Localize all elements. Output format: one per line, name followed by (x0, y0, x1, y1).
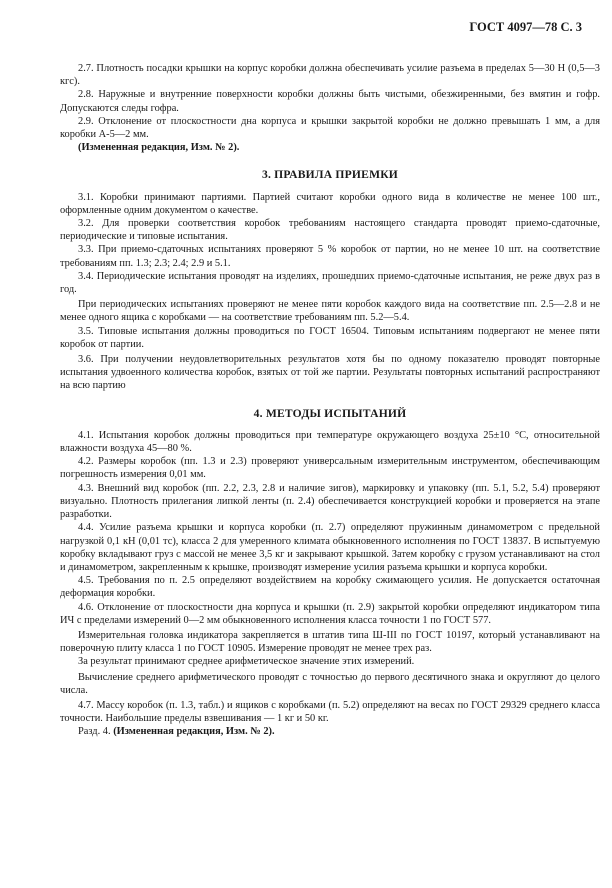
section-4-revision-note (60, 725, 600, 738)
section-4-revision-prefix: Разд. 4. (78, 726, 111, 738)
clause-4-2: 4.2. Размеры коробок (пп. 1.3 и 2.3) проверяют универсальным измерительным инструментом, обеспечивающим погрешность измерения 0,01 мм. (60, 456, 600, 481)
clause-3-4: 3.4. Периодические испытания проводят на изделиях, прошедших приемо-сдаточные испытания, не реже двух раз в год. (60, 270, 600, 296)
revision-note-text: (Измененная редакция, Изм. № 2). (78, 142, 240, 154)
clause-4-5: 4.5. Требования по п. 2.5 определяют воздействием на коробку сжимающего усилия. Не допускается остаточная деформация коробки. (60, 575, 600, 600)
revision-note (60, 141, 600, 154)
document-body (60, 62, 600, 739)
clause-3-2: 3.2. Для проверки соответствия коробок требованиям настоящего стандарта проводят приемо-сдаточные, периодические и типовые испытания. (60, 218, 600, 243)
clause-3-1: 3.1. Коробки принимают партиями. Партией считают коробки одного вида в количестве не менее 100 шт., оформленные одним документом о качестве. (60, 191, 600, 216)
clause-2-7: 2.7. Плотность посадки крышки на корпус коробки должна обеспечивать усилие разъема в пределах 5—30 Н (0,5—3 кгс). (60, 63, 600, 88)
clause-4-7: 4.7. Массу коробок (п. 1.3, табл.) и ящиков с коробками (п. 5.2) определяют на весах по ГОСТ 29329 среднего класса точности. Наибольшие пределы взвешивания — 1 кг и 50 кг. (60, 699, 600, 725)
clause-3-6: 3.6. При получении неудовлетворительных результатов хотя бы по одному показателю проводят повторные испытания удвоенного количества коробок, взятых от той же партии. Результаты повторных испытаний распространяют на всю партию (60, 354, 600, 392)
clause-3-3: 3.3. При приемо-сдаточных испытаниях проверяют 5 % коробок от партии, но не менее 10 шт. на соответствие требованиям пп. 1.3; 2.3; 2.4; 2.9 и 5.1. (60, 244, 600, 269)
clause-4-6-calculation: Вычисление среднего арифметического проводят с точностью до первого десятичного знака и округляют до целого числа. (60, 671, 600, 696)
section-4-revision-text: (Измененная редакция, Изм. № 2). (113, 726, 275, 738)
clause-3-4-continued: При периодических испытаниях проверяют не менее пяти коробок каждого вида на соответствие пп. 2.5—2.8 и не менее одного ящика с коробками — на соответствие требованиям пп. 5.2—5.4. (60, 299, 600, 324)
clause-2-8: 2.8. Наружные и внутренние поверхности коробки должны быть чистыми, обезжиренными, без вмятин и гофр. Допускаются следы гофра. (60, 89, 600, 114)
section-title-test-methods: 4. МЕТОДЫ ИСПЫТАНИЙ (253, 406, 407, 420)
clause-2-9: 2.9. Отклонение от плоскостности дна корпуса и крышки закрытой коробки не должно превышать 1 мм, а для коробки А-5—2 мм. (60, 115, 600, 141)
clause-4-6-result: За результат принимают среднее арифметическое значение этих измерений. (78, 656, 415, 668)
page-header: ГОСТ 4097—78 С. 3 (469, 20, 582, 34)
clause-4-6-continued: Измерительная головка индикатора закрепляется в штатив типа Ш-III по ГОСТ 10197, который устанавливают на поверочную плиту класса 1 по ГОСТ 10905. Измерение проводят не менее трех раз. (60, 629, 600, 655)
clause-4-6: 4.6. Отклонение от плоскостности дна корпуса и крышки (п. 2.9) закрытой коробки определяют индикатором типа ИЧ с пределами измерений 0—2 мм обыкновенного исполнения класса точности 1 по ГОСТ 577. (60, 601, 600, 626)
clause-4-4: 4.4. Усилие разъема крышки и корпуса коробки (п. 2.7) определяют пружинным динамометром с предельной нагрузкой 0,1 кН (0,01 тс), класса 2 для умеренного климата обыкновенного исполнения по ГОСТ 13837. В испытуемую коробку вкладывают груз с массой не менее 3,5 кг и закрывают крышкой. Затем коробку с грузом устанавливают на стол и динамометром, закрепленным к крышке, производят измерение усилия разъема крышки и корпуса коробки. (60, 522, 600, 573)
clause-4-1: 4.1. Испытания коробок должны проводиться при температуре окружающего воздуха 25±10 °С, относительной влажности воздуха 45—80 %. (60, 429, 600, 455)
section-title-acceptance: 3. ПРАВИЛА ПРИЕМКИ (261, 168, 399, 182)
clause-4-3: 4.3. Внешний вид коробок (пп. 2.2, 2.3, 2.8 и наличие зигов), маркировку и упаковку (пп. 5.1, 5.2, 5.4) проверяют визуально. Плотность прилегания липкой ленты (п. 2.4) обеспечивается конструкцией коробки и проверяется на этапе разработки. (60, 482, 600, 521)
clause-3-5: 3.5. Типовые испытания должны проводиться по ГОСТ 16504. Типовым испытаниям подвергают не менее пяти коробок от партии. (60, 325, 600, 350)
